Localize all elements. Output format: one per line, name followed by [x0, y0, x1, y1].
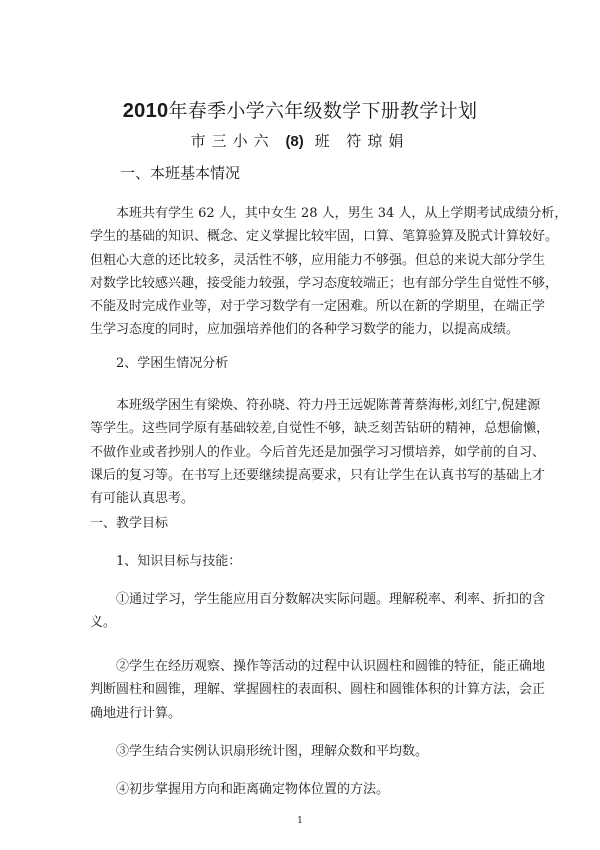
- paragraph-line: 不做作业或者抄别人的作业。今后首先还是加强学习习惯培养，如学前的自习、: [90, 444, 546, 460]
- paragraph-line: ③学生结合实例认识扇形统计图，理解众数和平均数。: [116, 744, 429, 759]
- paragraph-line: 不能及时完成作业等，对于学习数学有一定困难。所以在新的学期里，在端正学: [90, 299, 546, 315]
- paragraph-line: 但粗心大意的还比较多，灵活性不够，应用能力不够强。但总的来说大部分学生: [90, 252, 546, 268]
- paragraph-line: ②学生在经历观察、操作等活动的过程中认识圆柱和圆锥的特征，能正确地: [116, 659, 546, 674]
- paragraph-line: 等学生。这些同学原有基础较差,自觉性不够，缺乏刻苦钻研的精神，总想偷懒，: [90, 421, 550, 437]
- paragraph-line: 本班共有学生 62 人，其中女生 28 人，男生 34 人，从上学期考试成绩分析，: [116, 206, 568, 221]
- page-number: 1: [297, 816, 303, 826]
- title-year: 2010: [122, 100, 169, 122]
- author-name: 班 符琼娟: [314, 132, 410, 150]
- section-heading-struggling-students: 2、学困生情况分析: [116, 356, 229, 371]
- paragraph-line: 生学习态度的同时，应加强培养他们的各种学习数学的能力，以提高成绩。: [90, 322, 520, 338]
- goal-item-3: [90, 740, 516, 763]
- section-heading-teaching-goals: 一、教学目标: [90, 516, 169, 531]
- goal-item-1: [90, 588, 546, 635]
- goal-item-2: [90, 655, 546, 725]
- author-line: [0, 130, 600, 151]
- sub-heading-knowledge-skills: 1、知识目标与技能：: [116, 554, 242, 569]
- paragraph-line: ①通过学习，学生能应用百分数解决实际问题。理解税率、利率、折扣的含: [116, 592, 546, 607]
- section-heading-basic-situation: 一、本班基本情况: [120, 164, 241, 182]
- paragraph-basic-situation: [90, 202, 568, 342]
- author-class-number: (8): [285, 133, 304, 150]
- paragraph-line: 课后的复习等。在书写上还要继续提高要求，只有让学生在认真书写的基础上才: [90, 467, 546, 483]
- paragraph-line: 本班级学困生有梁焕、符孙晓、符力丹王远妮陈菁菁蔡海彬,刘红宁,倪建源: [116, 398, 541, 413]
- paragraph-line: 义。: [90, 615, 117, 631]
- author-school: 市三小六: [190, 132, 275, 150]
- paragraph-struggling-students: [90, 394, 550, 510]
- paragraph-line: 学生的基础的知识、概念、定义掌握比较牢固，口算、笔算验算及脱式计算较好。: [90, 229, 559, 245]
- paragraph-line: 确地进行计算。: [90, 705, 182, 721]
- goal-item-4: [90, 778, 516, 801]
- paragraph-line: 判断圆柱和圆锥，理解、掌握圆柱的表面积、圆柱和圆锥体积的计算方法，会正: [90, 682, 546, 698]
- title-text: 年春季小学六年级数学下册教学计划: [168, 100, 478, 122]
- document-title: [0, 96, 600, 123]
- paragraph-line: 有可能认真思考。: [90, 491, 195, 507]
- paragraph-line: 对数学比较感兴趣，接受能力较强，学习态度较端正；也有部分学生自觉性不够，: [90, 275, 559, 291]
- paragraph-line: ④初步掌握用方向和距离确定物体位置的方法。: [116, 782, 390, 797]
